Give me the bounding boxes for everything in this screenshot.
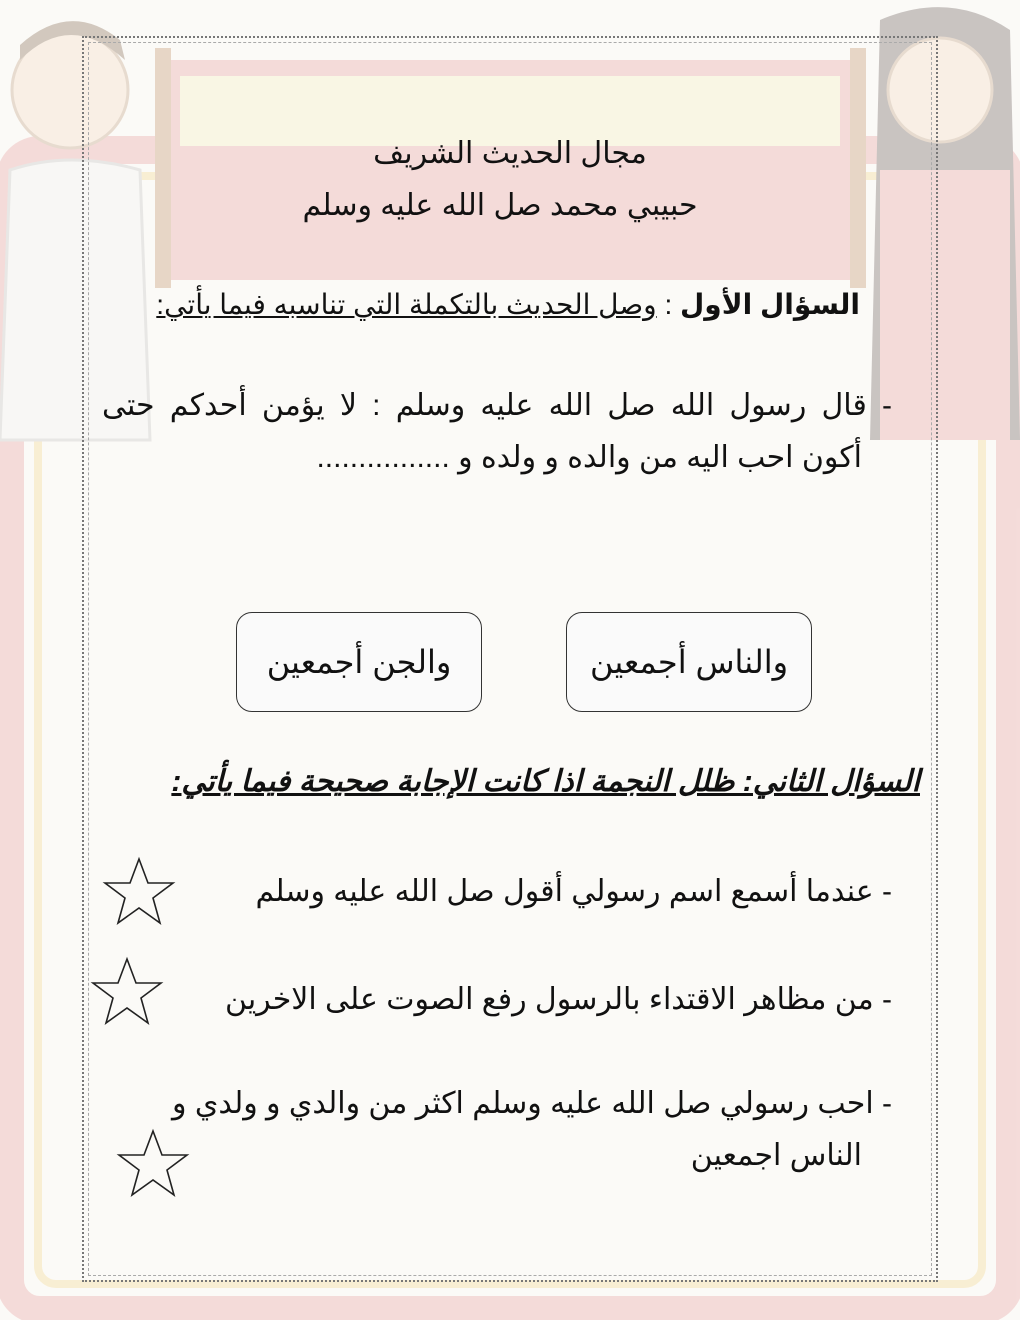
question1-lead: السؤال الأول xyxy=(680,289,860,320)
choice-box-people[interactable] xyxy=(566,612,812,712)
question2-heading: السؤال الثاني: ظلل النجمة اذا كانت الإجابة صحيحة فيما يأتي: xyxy=(171,765,920,798)
star-icon[interactable] xyxy=(116,1128,190,1198)
statement-3-continued: الناس اجمعين xyxy=(690,1139,862,1172)
star-icon[interactable] xyxy=(102,856,176,926)
page-title: مجال الحديث الشريف xyxy=(373,137,647,170)
question1-instruction: وصل الحديث بالتكملة التي تناسبه فيما يأتي: xyxy=(156,289,657,320)
statement-2: - من مظاهر الاقتداء بالرسول رفع الصوت على الاخرين xyxy=(224,983,892,1016)
hadith-line-1: - قال رسول الله صل الله عليه وسلم : لا يؤمن أحدكم حتى xyxy=(102,389,892,422)
hadith-line-2: أكون احب اليه من والده و ولده و ................ xyxy=(316,441,862,474)
question1-heading xyxy=(156,288,860,321)
choice-label: والناس أجمعين xyxy=(589,644,789,680)
statement-3: - احب رسولي صل الله عليه وسلم اكثر من والدي و ولدي و xyxy=(172,1087,892,1120)
choice-label: والجن أجمعين xyxy=(266,644,452,680)
statement-1: - عندما أسمع اسم رسولي أقول صل الله عليه وسلم xyxy=(255,875,892,908)
star-icon[interactable] xyxy=(90,956,164,1026)
page-subtitle: حبيبي محمد صل الله عليه وسلم xyxy=(302,189,698,222)
question1-separator: : xyxy=(656,289,681,320)
choice-box-jinn[interactable] xyxy=(236,612,482,712)
